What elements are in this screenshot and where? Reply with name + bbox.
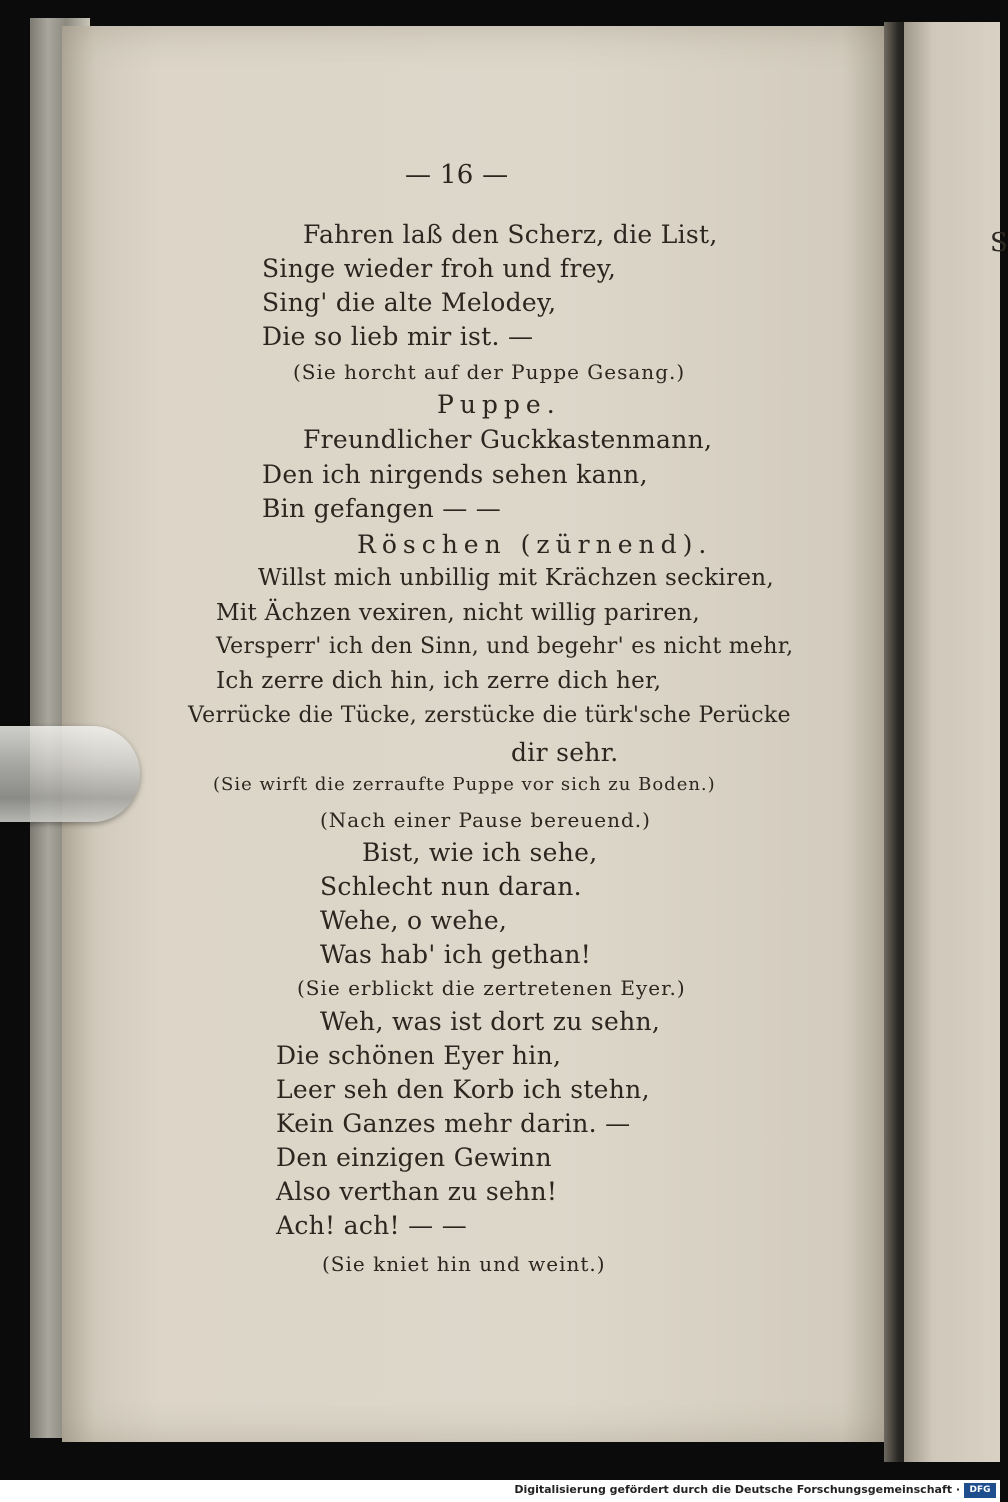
- verse-line: Singe wieder froh und frey,: [262, 254, 617, 283]
- verse-line: Bin gefangen — —: [262, 494, 502, 523]
- verse-line: Weh, was ist dort zu sehn,: [320, 1007, 661, 1036]
- dfg-logo: DFG: [964, 1483, 996, 1498]
- verse-line: Die schönen Eyer hin,: [276, 1041, 562, 1070]
- stage-direction: (Nach einer Pause bereuend.): [320, 808, 651, 832]
- verse-line: Schlecht nun daran.: [320, 872, 582, 901]
- stage-direction: (Sie horcht auf der Puppe Gesang.): [293, 360, 686, 384]
- right-page-edge: [904, 22, 1000, 1462]
- funding-credit: Digitalisierung gefördert durch die Deutsche Forschungsgemeinschaft ·: [514, 1483, 960, 1496]
- verse-line: Den einzigen Gewinn: [276, 1143, 552, 1172]
- speaker-name: Puppe.: [437, 390, 561, 419]
- page-number: — 16 —: [405, 160, 509, 190]
- verse-line: dir sehr.: [511, 738, 619, 767]
- stage-direction: (Sie wirft die zerraufte Puppe vor sich zu Boden.): [213, 774, 716, 795]
- verse-line: Mit Ächzen vexiren, nicht willig pariren,: [216, 600, 700, 626]
- verse-line: Willst mich unbillig mit Krächzen seckiren,: [258, 565, 775, 591]
- right-page-glyph: S: [990, 228, 1008, 258]
- glass-bookmark-clip: [0, 726, 140, 822]
- verse-line: Kein Ganzes mehr darin. —: [276, 1109, 631, 1138]
- verse-line: Also verthan zu sehn!: [276, 1177, 558, 1206]
- digitization-footer: [0, 1480, 1000, 1502]
- verse-line: Fahren laß den Scherz, die List,: [303, 220, 718, 249]
- verse-line: Versperr' ich den Sinn, und begehr' es nicht mehr,: [216, 634, 794, 659]
- verse-line: Freundlicher Guckkastenmann,: [303, 425, 713, 454]
- verse-line: Die so lieb mir ist. —: [262, 322, 534, 351]
- verse-line: Wehe, o wehe,: [320, 906, 508, 935]
- speaker-name: Röschen (zürnend).: [357, 530, 713, 559]
- stage-direction: (Sie kniet hin und weint.): [322, 1252, 606, 1276]
- verse-line: Was hab' ich gethan!: [320, 940, 592, 969]
- stage-direction: (Sie erblickt die zertretenen Eyer.): [297, 976, 686, 1000]
- verse-line: Ich zerre dich hin, ich zerre dich her,: [216, 668, 662, 694]
- verse-line: Bist, wie ich sehe,: [362, 838, 598, 867]
- verse-line: Leer seh den Korb ich stehn,: [276, 1075, 650, 1104]
- verse-line: Sing' die alte Melodey,: [262, 288, 557, 317]
- verse-line: Verrücke die Tücke, zerstücke die türk'sche Perücke: [188, 703, 791, 728]
- verse-line: Ach! ach! — —: [276, 1211, 467, 1240]
- verse-line: Den ich nirgends sehen kann,: [262, 460, 648, 489]
